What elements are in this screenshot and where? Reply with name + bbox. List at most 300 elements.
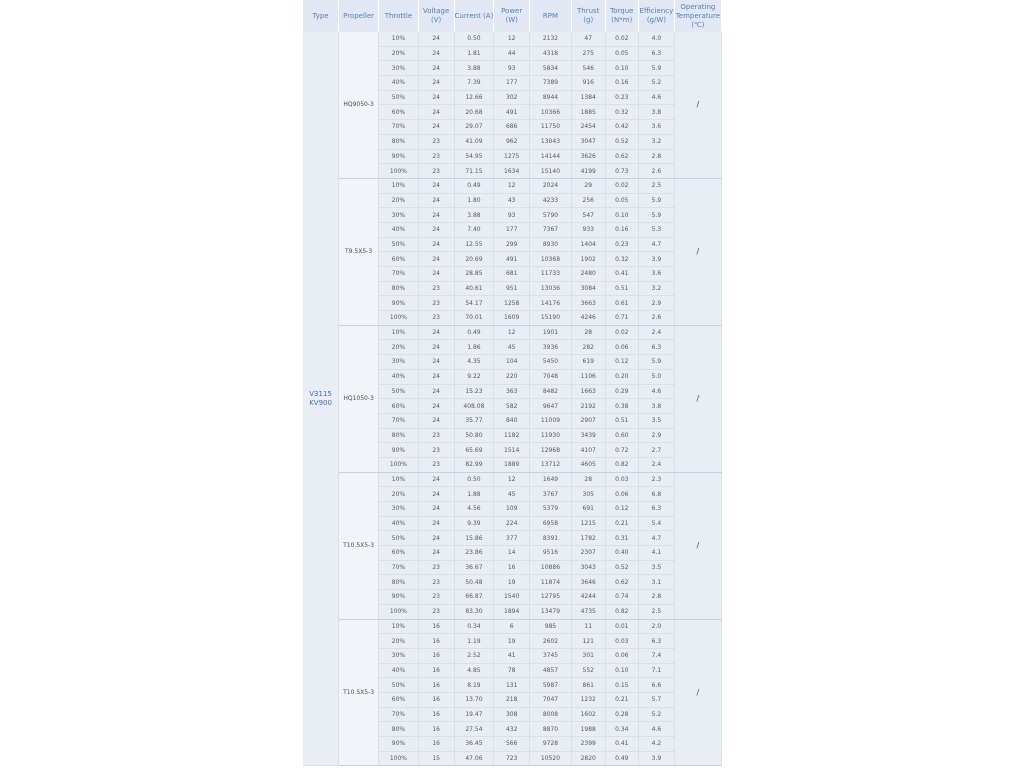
throttle-cell: 30% [379, 208, 419, 223]
rpm-cell: 6958 [530, 516, 572, 531]
throttle-cell: 70% [379, 707, 419, 722]
current-cell: 7.39 [454, 76, 494, 91]
rpm-cell: 5379 [530, 502, 572, 517]
throttle-cell: 100% [379, 751, 419, 766]
torque-cell: 0.05 [605, 193, 639, 208]
throttle-cell: 40% [379, 369, 419, 384]
voltage-cell: 24 [418, 61, 454, 76]
power-cell: 19 [494, 634, 530, 649]
voltage-cell: 16 [418, 634, 454, 649]
header-torque: Torque (N*m) [605, 0, 639, 32]
current-cell: 27.54 [454, 722, 494, 737]
thrust-cell: 1602 [571, 707, 605, 722]
throttle-cell: 100% [379, 164, 419, 179]
power-cell: 43 [494, 193, 530, 208]
power-cell: 377 [494, 531, 530, 546]
torque-cell: 0.21 [605, 692, 639, 707]
rpm-cell: 8482 [530, 384, 572, 399]
header-voltage: Voltage (V) [418, 0, 454, 32]
voltage-cell: 24 [418, 384, 454, 399]
current-cell: 9.39 [454, 516, 494, 531]
thrust-cell: 3439 [571, 428, 605, 443]
torque-cell: 0.34 [605, 722, 639, 737]
thrust-cell: 547 [571, 208, 605, 223]
power-cell: 131 [494, 678, 530, 693]
current-cell: 40.61 [454, 281, 494, 296]
thrust-cell: 305 [571, 487, 605, 502]
thrust-cell: 861 [571, 678, 605, 693]
efficiency-cell: 4.2 [639, 737, 675, 752]
power-cell: 45 [494, 340, 530, 355]
current-cell: 65.69 [454, 443, 494, 458]
efficiency-cell: 3.6 [639, 120, 675, 135]
power-cell: 1258 [494, 296, 530, 311]
header-throttle: Throttle [379, 0, 419, 32]
thrust-cell: 1988 [571, 722, 605, 737]
current-cell: 70.01 [454, 311, 494, 326]
power-cell: 45 [494, 487, 530, 502]
torque-cell: 0.01 [605, 619, 639, 634]
torque-cell: 0.82 [605, 457, 639, 472]
efficiency-cell: 4.6 [639, 722, 675, 737]
efficiency-cell: 3.8 [639, 105, 675, 120]
power-cell: 432 [494, 722, 530, 737]
power-cell: 220 [494, 369, 530, 384]
power-cell: 218 [494, 692, 530, 707]
efficiency-cell: 2.6 [639, 164, 675, 179]
voltage-cell: 23 [418, 590, 454, 605]
thrust-cell: 47 [571, 32, 605, 46]
power-cell: 840 [494, 413, 530, 428]
current-cell: 1.88 [454, 487, 494, 502]
throttle-cell: 30% [379, 502, 419, 517]
torque-cell: 0.12 [605, 355, 639, 370]
throttle-cell: 20% [379, 487, 419, 502]
power-cell: 723 [494, 751, 530, 766]
voltage-cell: 23 [418, 443, 454, 458]
current-cell: 12.66 [454, 90, 494, 105]
rpm-cell: 11733 [530, 267, 572, 282]
throttle-cell: 30% [379, 648, 419, 663]
throttle-cell: 10% [379, 325, 419, 340]
throttle-cell: 40% [379, 516, 419, 531]
rpm-cell: 10368 [530, 252, 572, 267]
thrust-cell: 4199 [571, 164, 605, 179]
throttle-cell: 60% [379, 692, 419, 707]
current-cell: 4.56 [454, 502, 494, 517]
thrust-cell: 2454 [571, 120, 605, 135]
efficiency-cell: 5.2 [639, 76, 675, 91]
thrust-cell: 3626 [571, 149, 605, 164]
header-power: Power (W) [494, 0, 530, 32]
thrust-cell: 3047 [571, 134, 605, 149]
power-cell: 363 [494, 384, 530, 399]
throttle-cell: 20% [379, 193, 419, 208]
torque-cell: 0.06 [605, 648, 639, 663]
table-body [303, 32, 722, 766]
throttle-cell: 10% [379, 178, 419, 193]
torque-cell: 0.16 [605, 222, 639, 237]
voltage-cell: 24 [418, 399, 454, 414]
current-cell: 28.85 [454, 267, 494, 282]
header-current: Current (A) [454, 0, 494, 32]
voltage-cell: 24 [418, 340, 454, 355]
rpm-cell: 8870 [530, 722, 572, 737]
rpm-cell: 5987 [530, 678, 572, 693]
rpm-cell: 985 [530, 619, 572, 634]
motor-type-cell: V3115 KV900 [303, 32, 339, 766]
efficiency-cell: 2.9 [639, 296, 675, 311]
torque-cell: 0.21 [605, 516, 639, 531]
table-row [303, 619, 722, 634]
thrust-cell: 1106 [571, 369, 605, 384]
current-cell: 0.49 [454, 178, 494, 193]
power-cell: 1275 [494, 149, 530, 164]
thrust-cell: 4107 [571, 443, 605, 458]
rpm-cell: 14144 [530, 149, 572, 164]
throttle-cell: 90% [379, 590, 419, 605]
rpm-cell: 12795 [530, 590, 572, 605]
voltage-cell: 24 [418, 413, 454, 428]
power-cell: 44 [494, 46, 530, 61]
power-cell: 951 [494, 281, 530, 296]
voltage-cell: 24 [418, 46, 454, 61]
thrust-cell: 28 [571, 325, 605, 340]
torque-cell: 0.32 [605, 105, 639, 120]
power-cell: 41 [494, 648, 530, 663]
throttle-cell: 90% [379, 296, 419, 311]
efficiency-cell: 5.0 [639, 369, 675, 384]
table-row [303, 178, 722, 193]
current-cell: 47.06 [454, 751, 494, 766]
power-cell: 1634 [494, 164, 530, 179]
power-cell: 302 [494, 90, 530, 105]
efficiency-cell: 6.6 [639, 678, 675, 693]
thrust-cell: 282 [571, 340, 605, 355]
header-temperature: Operating Temperature (℃) [674, 0, 721, 32]
voltage-cell: 24 [418, 76, 454, 91]
spec-table-container [303, 0, 722, 768]
current-cell: 82.99 [454, 457, 494, 472]
efficiency-cell: 2.3 [639, 472, 675, 487]
rpm-cell: 11009 [530, 413, 572, 428]
efficiency-cell: 6.3 [639, 340, 675, 355]
header-thrust: Thrust (g) [571, 0, 605, 32]
throttle-cell: 60% [379, 252, 419, 267]
torque-cell: 0.10 [605, 61, 639, 76]
current-cell: 7.40 [454, 222, 494, 237]
torque-cell: 0.52 [605, 560, 639, 575]
efficiency-cell: 7.1 [639, 663, 675, 678]
voltage-cell: 24 [418, 487, 454, 502]
current-cell: 12.55 [454, 237, 494, 252]
voltage-cell: 24 [418, 252, 454, 267]
throttle-cell: 80% [379, 428, 419, 443]
rpm-cell: 5790 [530, 208, 572, 223]
efficiency-cell: 3.6 [639, 267, 675, 282]
power-cell: 566 [494, 737, 530, 752]
current-cell: 36.45 [454, 737, 494, 752]
throttle-cell: 70% [379, 413, 419, 428]
thrust-cell: 3646 [571, 575, 605, 590]
torque-cell: 0.05 [605, 46, 639, 61]
efficiency-cell: 2.4 [639, 325, 675, 340]
thrust-cell: 4244 [571, 590, 605, 605]
rpm-cell: 8944 [530, 90, 572, 105]
thrust-cell: 28 [571, 472, 605, 487]
torque-cell: 0.10 [605, 208, 639, 223]
torque-cell: 0.62 [605, 575, 639, 590]
throttle-cell: 20% [379, 340, 419, 355]
torque-cell: 0.51 [605, 281, 639, 296]
efficiency-cell: 2.5 [639, 178, 675, 193]
voltage-cell: 24 [418, 267, 454, 282]
torque-cell: 0.06 [605, 487, 639, 502]
thrust-cell: 1885 [571, 105, 605, 120]
rpm-cell: 4318 [530, 46, 572, 61]
voltage-cell: 24 [418, 355, 454, 370]
power-cell: 78 [494, 663, 530, 678]
temperature-cell: / [674, 32, 721, 178]
voltage-cell: 24 [418, 472, 454, 487]
thrust-cell: 4605 [571, 457, 605, 472]
power-cell: 14 [494, 546, 530, 561]
rpm-cell: 3767 [530, 487, 572, 502]
table-row [303, 325, 722, 340]
power-cell: 104 [494, 355, 530, 370]
temperature-cell: / [674, 619, 721, 766]
rpm-cell: 5450 [530, 355, 572, 370]
power-cell: 6 [494, 619, 530, 634]
current-cell: 41.09 [454, 134, 494, 149]
power-cell: 19 [494, 575, 530, 590]
rpm-cell: 2132 [530, 32, 572, 46]
voltage-cell: 24 [418, 193, 454, 208]
propeller-cell: HQ1050-3 [339, 325, 379, 472]
power-cell: 12 [494, 32, 530, 46]
torque-cell: 0.60 [605, 428, 639, 443]
torque-cell: 0.23 [605, 90, 639, 105]
torque-cell: 0.23 [605, 237, 639, 252]
rpm-cell: 3745 [530, 648, 572, 663]
power-cell: 582 [494, 399, 530, 414]
throttle-cell: 90% [379, 443, 419, 458]
voltage-cell: 24 [418, 502, 454, 517]
current-cell: 2.52 [454, 648, 494, 663]
efficiency-cell: 3.5 [639, 413, 675, 428]
voltage-cell: 24 [418, 546, 454, 561]
thrust-cell: 619 [571, 355, 605, 370]
throttle-cell: 100% [379, 604, 419, 619]
torque-cell: 0.62 [605, 149, 639, 164]
efficiency-cell: 4.1 [639, 546, 675, 561]
efficiency-cell: 5.9 [639, 193, 675, 208]
rpm-cell: 14176 [530, 296, 572, 311]
temperature-cell: / [674, 325, 721, 472]
power-cell: 224 [494, 516, 530, 531]
thrust-cell: 3663 [571, 296, 605, 311]
voltage-cell: 24 [418, 90, 454, 105]
throttle-cell: 80% [379, 575, 419, 590]
power-cell: 491 [494, 252, 530, 267]
torque-cell: 0.82 [605, 604, 639, 619]
thrust-cell: 2820 [571, 751, 605, 766]
voltage-cell: 23 [418, 311, 454, 326]
power-cell: 12 [494, 472, 530, 487]
thrust-cell: 256 [571, 193, 605, 208]
current-cell: 71.15 [454, 164, 494, 179]
voltage-cell: 16 [418, 707, 454, 722]
rpm-cell: 7047 [530, 692, 572, 707]
torque-cell: 0.12 [605, 502, 639, 517]
thrust-cell: 1404 [571, 237, 605, 252]
thrust-cell: 4246 [571, 311, 605, 326]
torque-cell: 0.06 [605, 340, 639, 355]
efficiency-cell: 5.3 [639, 222, 675, 237]
throttle-cell: 80% [379, 134, 419, 149]
torque-cell: 0.16 [605, 76, 639, 91]
current-cell: 1.81 [454, 46, 494, 61]
torque-cell: 0.38 [605, 399, 639, 414]
propeller-cell: T10.5X5-3 [339, 472, 379, 619]
rpm-cell: 15190 [530, 311, 572, 326]
torque-cell: 0.61 [605, 296, 639, 311]
throttle-cell: 60% [379, 105, 419, 120]
torque-cell: 0.32 [605, 252, 639, 267]
rpm-cell: 5834 [530, 61, 572, 76]
efficiency-cell: 7.4 [639, 648, 675, 663]
efficiency-cell: 2.6 [639, 311, 675, 326]
efficiency-cell: 4.6 [639, 384, 675, 399]
throttle-cell: 80% [379, 722, 419, 737]
motor-spec-table [303, 0, 722, 766]
voltage-cell: 24 [418, 208, 454, 223]
voltage-cell: 24 [418, 516, 454, 531]
throttle-cell: 70% [379, 267, 419, 282]
throttle-cell: 40% [379, 663, 419, 678]
power-cell: 299 [494, 237, 530, 252]
voltage-cell: 16 [418, 722, 454, 737]
current-cell: 3.88 [454, 61, 494, 76]
throttle-cell: 10% [379, 32, 419, 46]
rpm-cell: 8930 [530, 237, 572, 252]
efficiency-cell: 2.4 [639, 457, 675, 472]
voltage-cell: 23 [418, 604, 454, 619]
current-cell: 0.50 [454, 32, 494, 46]
rpm-cell: 1649 [530, 472, 572, 487]
current-cell: 15.23 [454, 384, 494, 399]
torque-cell: 0.41 [605, 267, 639, 282]
current-cell: 9.22 [454, 369, 494, 384]
rpm-cell: 2024 [530, 178, 572, 193]
rpm-cell: 11930 [530, 428, 572, 443]
torque-cell: 0.02 [605, 178, 639, 193]
current-cell: 20.68 [454, 105, 494, 120]
rpm-cell: 4233 [530, 193, 572, 208]
voltage-cell: 24 [418, 178, 454, 193]
rpm-cell: 13036 [530, 281, 572, 296]
efficiency-cell: 3.2 [639, 281, 675, 296]
thrust-cell: 2307 [571, 546, 605, 561]
rpm-cell: 7048 [530, 369, 572, 384]
rpm-cell: 9728 [530, 737, 572, 752]
rpm-cell: 7389 [530, 76, 572, 91]
torque-cell: 0.49 [605, 751, 639, 766]
thrust-cell: 1215 [571, 516, 605, 531]
rpm-cell: 9647 [530, 399, 572, 414]
propeller-cell: T10.5X5-3 [339, 619, 379, 766]
current-cell: 0.49 [454, 325, 494, 340]
thrust-cell: 2399 [571, 737, 605, 752]
rpm-cell: 10366 [530, 105, 572, 120]
power-cell: 308 [494, 707, 530, 722]
thrust-cell: 1232 [571, 692, 605, 707]
efficiency-cell: 2.5 [639, 604, 675, 619]
efficiency-cell: 5.9 [639, 61, 675, 76]
rpm-cell: 3936 [530, 340, 572, 355]
voltage-cell: 16 [418, 619, 454, 634]
rpm-cell: 10520 [530, 751, 572, 766]
throttle-cell: 100% [379, 457, 419, 472]
thrust-cell: 3084 [571, 281, 605, 296]
current-cell: 408.08 [454, 399, 494, 414]
rpm-cell: 8008 [530, 707, 572, 722]
header-type: Type [303, 0, 339, 32]
power-cell: 93 [494, 208, 530, 223]
thrust-cell: 29 [571, 178, 605, 193]
efficiency-cell: 5.9 [639, 208, 675, 223]
current-cell: 1.86 [454, 340, 494, 355]
efficiency-cell: 6.8 [639, 487, 675, 502]
rpm-cell: 12968 [530, 443, 572, 458]
current-cell: 35.77 [454, 413, 494, 428]
throttle-cell: 70% [379, 560, 419, 575]
table-header-row [303, 0, 722, 32]
voltage-cell: 16 [418, 663, 454, 678]
voltage-cell: 24 [418, 120, 454, 135]
thrust-cell: 2907 [571, 413, 605, 428]
rpm-cell: 11874 [530, 575, 572, 590]
thrust-cell: 1782 [571, 531, 605, 546]
header-rpm: RPM [530, 0, 572, 32]
throttle-cell: 60% [379, 546, 419, 561]
efficiency-cell: 4.7 [639, 531, 675, 546]
current-cell: 29.07 [454, 120, 494, 135]
efficiency-cell: 4.6 [639, 90, 675, 105]
throttle-cell: 50% [379, 237, 419, 252]
torque-cell: 0.42 [605, 120, 639, 135]
throttle-cell: 100% [379, 311, 419, 326]
torque-cell: 0.52 [605, 134, 639, 149]
torque-cell: 0.74 [605, 590, 639, 605]
voltage-cell: 15 [418, 751, 454, 766]
voltage-cell: 24 [418, 32, 454, 46]
throttle-cell: 50% [379, 90, 419, 105]
rpm-cell: 2602 [530, 634, 572, 649]
voltage-cell: 16 [418, 737, 454, 752]
torque-cell: 0.73 [605, 164, 639, 179]
throttle-cell: 50% [379, 531, 419, 546]
current-cell: 20.69 [454, 252, 494, 267]
current-cell: 15.86 [454, 531, 494, 546]
rpm-cell: 8391 [530, 531, 572, 546]
current-cell: 54.95 [454, 149, 494, 164]
torque-cell: 0.03 [605, 472, 639, 487]
thrust-cell: 3043 [571, 560, 605, 575]
power-cell: 1894 [494, 604, 530, 619]
power-cell: 681 [494, 267, 530, 282]
propeller-cell: HQ9050-3 [339, 32, 379, 178]
